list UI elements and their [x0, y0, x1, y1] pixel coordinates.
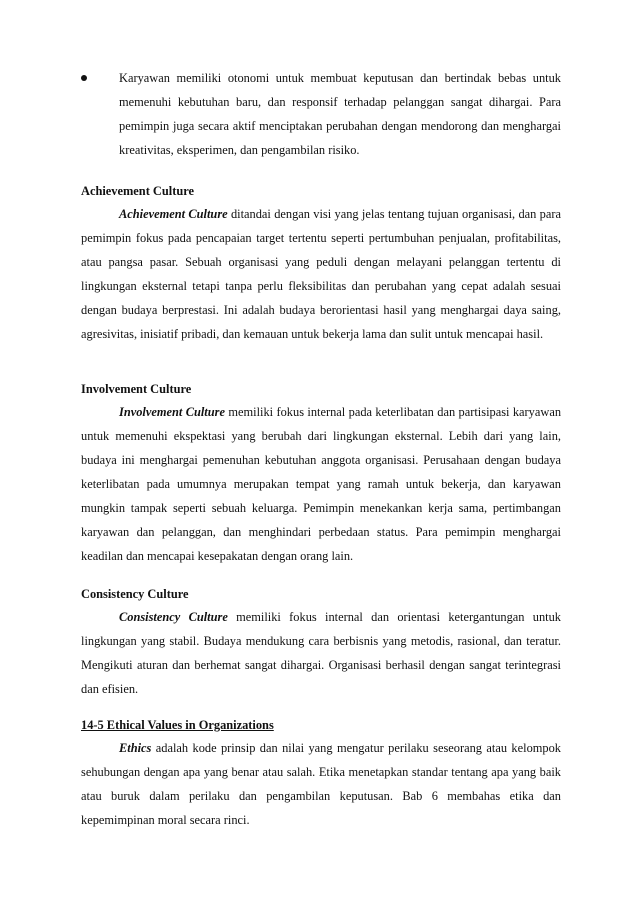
consistency-body: memiliki fokus internal dan orientasi ketergantungan untuk lingkungan yang stabil. Budaya mendukung cara berbisnis yang metodis, rasional, dan teratur. Mengikuti aturan dan berhemat sangat dihargai. Organisasi berhasil dengan sangat terintegrasi dan efisien. [81, 610, 561, 696]
achievement-body: ditandai dengan visi yang jelas tentang tujuan organisasi, dan para pemimpin fokus pada pencapaian target tertentu seperti pertumbuhan penjualan, profitabilitas, atau pangsa pasar. Sebuah organisasi yang peduli dengan melayani pelanggan tertentu di lingkungan eksternal tetapi tanpa perlu fleksibilitas dan perubahan yang cepat adalah sesuai dengan budaya berprestasi. Ini adalah budaya berorientasi hasil yang menghargai daya saing, agresivitas, inisiatif pribadi, dan kemauan untuk bekerja lama dan sulit untuk mencapai hasil. [81, 207, 561, 341]
ethical-values-heading: 14-5 Ethical Values in Organizations [81, 718, 274, 732]
ethics-lead-term: Ethics [119, 741, 152, 755]
ethics-paragraph [81, 736, 561, 832]
bullet-text: Karyawan memiliki otonomi untuk membuat keputusan dan bertindak bebas untuk memenuhi kebutuhan baru, dan responsif terhadap pelanggan sangat dihargai. Para pemimpin juga secara aktif menciptakan perubahan dengan mendorong dan menghargai kreativitas, eksperimen, dan pengambilan risiko. [119, 71, 561, 157]
ethics-body: adalah kode prinsip dan nilai yang mengatur perilaku seseorang atau kelompok sehubungan dengan apa yang benar atau salah. Etika menetapkan standar tentang apa yang baik atau buruk dalam perilaku dan pengambilan keputusan. Bab 6 membahas etika dan kepemimpinan moral secara rinci. [81, 741, 561, 827]
consistency-heading: Consistency Culture [81, 587, 189, 601]
bullet-list-item [81, 66, 561, 162]
involvement-body: memiliki fokus internal pada keterlibatan dan partisipasi karyawan untuk memenuhi ekspektasi yang berubah dari lingkungan eksternal. Lebih dari yang lain, budaya ini menghargai pemenuhan kebutuhan anggota organisasi. Perusahaan dengan budaya keterlibatan pada umumnya merupakan tempat yang ramah untuk bekerja, dan karyawan mungkin tampak seperti sebuah keluarga. Pemimpin menekankan kerja sama, pertimbangan karyawan dan pelanggan, dan menghindari perbedaan status. Para pemimpin menghargai keadilan dan mencapai kesepakatan dengan orang lain. [81, 405, 562, 563]
involvement-heading: Involvement Culture [81, 382, 192, 396]
involvement-paragraph [81, 400, 561, 568]
consistency-lead-term: Consistency Culture [119, 610, 228, 624]
consistency-paragraph [81, 605, 561, 701]
involvement-lead-term: Involvement Culture [119, 405, 225, 419]
bullet-dot-icon [81, 75, 87, 81]
achievement-heading: Achievement Culture [81, 184, 194, 198]
achievement-paragraph [81, 202, 561, 346]
achievement-lead-term: Achievement Culture [119, 207, 228, 221]
